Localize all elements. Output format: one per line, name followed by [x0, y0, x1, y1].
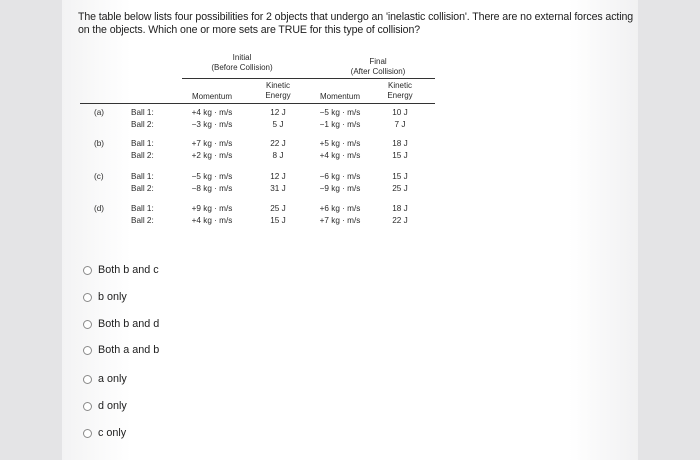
initial-header-line: Initial — [232, 53, 252, 62]
option-label: d only — [98, 400, 127, 412]
option-d-only[interactable] — [83, 400, 127, 412]
kinetic-line: Kinetic — [387, 81, 412, 90]
ball2-label: Ball 2: — [131, 216, 154, 225]
final-ke-1: 15 J — [392, 172, 408, 181]
ball1-label: Ball 1: — [131, 204, 154, 213]
initial-ke-2: 15 J — [270, 216, 286, 225]
initial-group-header — [192, 53, 292, 72]
initial-momentum-2: +2 kg · m/s — [191, 151, 233, 160]
initial-momentum-1: +9 kg · m/s — [191, 204, 233, 213]
ball2-label: Ball 2: — [131, 184, 154, 193]
ball2-label: Ball 2: — [131, 151, 154, 160]
initial-ke-1: 12 J — [270, 172, 286, 181]
ball1-label: Ball 1: — [131, 172, 154, 181]
final-ke-1: 10 J — [392, 108, 408, 117]
initial-ke-1: 22 J — [270, 139, 286, 148]
question-line-1: The table below lists four possibilities for 2 objects that undergo an 'inelastic collision'. There are no external forces acting — [78, 11, 634, 23]
final-ke-2: 15 J — [392, 151, 408, 160]
final-momentum-2: −9 kg · m/s — [319, 184, 361, 193]
final-ke-1: 18 J — [392, 204, 408, 213]
ball2-label: Ball 2: — [131, 120, 154, 129]
radio-icon[interactable] — [83, 293, 92, 302]
col-final-momentum: Momentum — [319, 92, 360, 101]
final-momentum-2: +4 kg · m/s — [319, 151, 361, 160]
column-header-rule — [80, 103, 435, 104]
row-label: (a) — [94, 108, 105, 117]
radio-icon[interactable] — [83, 402, 92, 411]
initial-ke-2: 5 J — [272, 120, 284, 129]
ball1-label: Ball 1: — [131, 139, 154, 148]
col-final-kinetic — [370, 81, 430, 100]
col-initial-momentum: Momentum — [191, 92, 232, 101]
radio-icon[interactable] — [83, 266, 92, 275]
energy-line: Energy — [265, 90, 291, 100]
final-header-sub: (After Collision) — [350, 66, 406, 76]
energy-line: Energy — [387, 90, 413, 100]
final-momentum-1: +6 kg · m/s — [319, 204, 361, 213]
final-ke-1: 18 J — [392, 139, 408, 148]
initial-ke-1: 25 J — [270, 204, 286, 213]
final-group-header — [328, 57, 428, 76]
initial-momentum-2: +4 kg · m/s — [191, 216, 233, 225]
ball1-label: Ball 1: — [131, 108, 154, 117]
option-b-only[interactable] — [83, 291, 127, 303]
option-both-b-and-d[interactable] — [83, 318, 159, 330]
initial-ke-2: 31 J — [270, 184, 286, 193]
option-a-only[interactable] — [83, 373, 127, 385]
initial-header-sub: (Before Collision) — [211, 62, 273, 72]
initial-momentum-1: +4 kg · m/s — [191, 108, 233, 117]
initial-momentum-2: −3 kg · m/s — [191, 120, 233, 129]
question-line-2: on the objects. Which one or more sets are TRUE for this type of collision? — [78, 23, 421, 36]
header-rule — [182, 78, 435, 79]
final-momentum-1: +5 kg · m/s — [319, 139, 361, 148]
option-both-b-and-c[interactable] — [83, 264, 159, 276]
collision-table — [62, 0, 638, 240]
kinetic-line: Kinetic — [265, 81, 290, 90]
final-ke-2: 25 J — [392, 184, 408, 193]
radio-icon[interactable] — [83, 320, 92, 329]
row-label: (c) — [94, 172, 104, 181]
initial-momentum-2: −8 kg · m/s — [191, 184, 233, 193]
option-label: a only — [98, 373, 127, 385]
option-label: b only — [98, 291, 127, 303]
radio-icon[interactable] — [83, 375, 92, 384]
initial-ke-1: 12 J — [270, 108, 286, 117]
option-label: Both a and b — [98, 344, 160, 356]
radio-icon[interactable] — [83, 346, 92, 355]
option-label: Both b and c — [98, 264, 159, 276]
row-label: (b) — [94, 139, 105, 148]
final-momentum-1: −5 kg · m/s — [319, 108, 361, 117]
option-label: Both b and d — [98, 318, 160, 330]
quiz-page — [62, 0, 638, 460]
row-label: (d) — [94, 204, 105, 213]
final-header-line: Final — [369, 57, 387, 66]
final-ke-2: 7 J — [394, 120, 406, 129]
final-momentum-2: +7 kg · m/s — [319, 216, 361, 225]
col-initial-kinetic — [248, 81, 308, 100]
radio-icon[interactable] — [83, 429, 92, 438]
final-ke-2: 22 J — [392, 216, 408, 225]
option-c-only[interactable] — [83, 427, 126, 439]
final-momentum-1: −6 kg · m/s — [319, 172, 361, 181]
initial-momentum-1: +7 kg · m/s — [191, 139, 233, 148]
option-both-a-and-b[interactable] — [83, 344, 159, 356]
final-momentum-2: −1 kg · m/s — [319, 120, 361, 129]
option-label: c only — [98, 427, 127, 439]
initial-momentum-1: −5 kg · m/s — [191, 172, 233, 181]
initial-ke-2: 8 J — [272, 151, 284, 160]
